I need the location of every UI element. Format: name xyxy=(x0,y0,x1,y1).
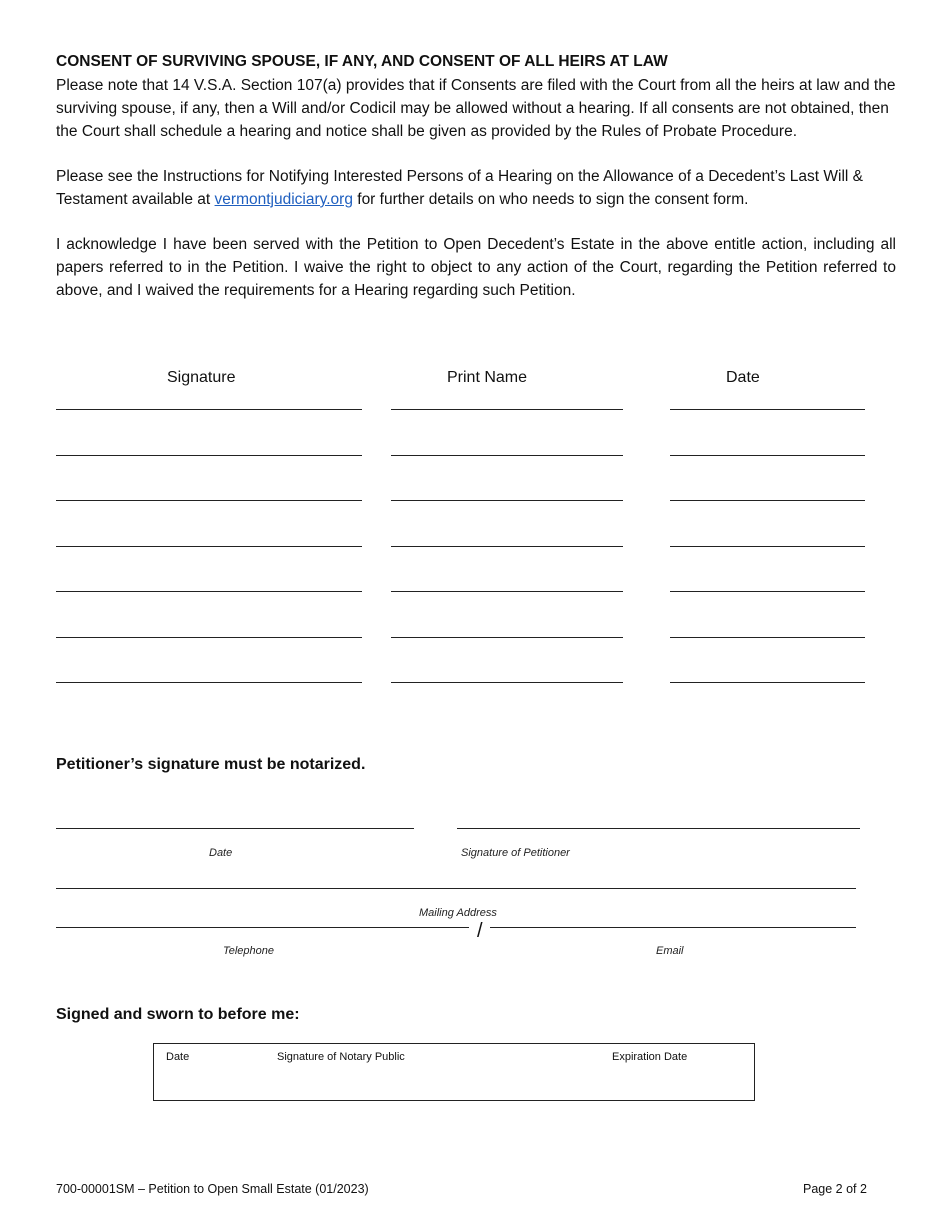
petitioner-signature-line[interactable] xyxy=(457,828,860,829)
consent-heading: CONSENT OF SURVIVING SPOUSE, IF ANY, AND CONSENT OF ALL HEIRS AT LAW xyxy=(56,53,668,70)
petitioner-date-line[interactable] xyxy=(56,828,414,829)
email-line[interactable] xyxy=(490,927,856,928)
instructions-text-before: Please see the Instructions for Notifying Interested Persons of a Hearing on the Allowance of a Decedent’s Last Will & Testament available at xyxy=(56,168,864,208)
signature-line[interactable] xyxy=(56,637,362,638)
instructions-text-after: for further details on who needs to sign the consent form. xyxy=(352,191,749,208)
signature-column-header: Signature xyxy=(167,369,236,386)
print-name-line[interactable] xyxy=(391,546,623,547)
date-line[interactable] xyxy=(670,409,865,410)
signature-line[interactable] xyxy=(56,591,362,592)
notary-expiration-label: Expiration Date xyxy=(612,1051,688,1063)
footer-form-id: 700-00001SM – Petition to Open Small Estate (01/2023) xyxy=(56,1182,369,1196)
date-line[interactable] xyxy=(670,546,865,547)
statute-paragraph: Please note that 14 V.S.A. Section 107(a) provides that if Consents are filed with the Court from all the heirs at law and the surviving spouse, if any, then a Will and/or Codicil may be allowed without a hearing. If all consents are not obtained, then the Court shall schedule a hearing and notice shall be given as provided by the Rules of Probate Procedure. xyxy=(56,77,896,140)
date-line[interactable] xyxy=(670,500,865,501)
print-name-line[interactable] xyxy=(391,500,623,501)
consent-section xyxy=(56,52,896,302)
telephone-line[interactable] xyxy=(56,927,469,928)
date-column-header: Date xyxy=(726,369,760,386)
email-caption: Email xyxy=(656,945,684,957)
telephone-email-separator: / xyxy=(477,920,483,942)
print-name-line[interactable] xyxy=(391,682,623,683)
signature-line[interactable] xyxy=(56,546,362,547)
print-name-line[interactable] xyxy=(391,455,623,456)
date-line[interactable] xyxy=(670,682,865,683)
instructions-paragraph xyxy=(56,165,896,211)
petitioner-date-caption: Date xyxy=(209,847,233,859)
signature-line[interactable] xyxy=(56,500,362,501)
petitioner-signature-caption: Signature of Petitioner xyxy=(461,847,570,859)
print-name-line[interactable] xyxy=(391,591,623,592)
signature-line[interactable] xyxy=(56,409,362,410)
date-line[interactable] xyxy=(670,591,865,592)
notarized-note: Petitioner’s signature must be notarized. xyxy=(56,756,366,773)
signature-line[interactable] xyxy=(56,455,362,456)
notary-box[interactable] xyxy=(153,1043,755,1101)
print-name-line[interactable] xyxy=(391,409,623,410)
signature-line[interactable] xyxy=(56,682,362,683)
mailing-address-line[interactable] xyxy=(56,888,856,889)
notary-signature-label: Signature of Notary Public xyxy=(277,1051,405,1063)
print-name-column-header: Print Name xyxy=(447,369,528,386)
print-name-line[interactable] xyxy=(391,637,623,638)
acknowledgement-paragraph: I acknowledge I have been served with the Petition to Open Decedent’s Estate in the above entitle action, including all papers referred to in the Petition. I waive the right to object to any action of the Court, regarding the Petition referred to above, and I waived the requirements for a Hearing regarding such Petition. xyxy=(56,236,896,299)
sworn-heading: Signed and sworn to before me: xyxy=(56,1006,300,1023)
notary-date-label: Date xyxy=(166,1051,190,1063)
mailing-address-caption: Mailing Address xyxy=(419,907,497,919)
telephone-caption: Telephone xyxy=(223,945,274,957)
date-line[interactable] xyxy=(670,637,865,638)
vermontjudiciary-link[interactable]: vermontjudiciary.org xyxy=(214,191,353,208)
footer-page-number: Page 2 of 2 xyxy=(803,1182,867,1196)
date-line[interactable] xyxy=(670,455,865,456)
